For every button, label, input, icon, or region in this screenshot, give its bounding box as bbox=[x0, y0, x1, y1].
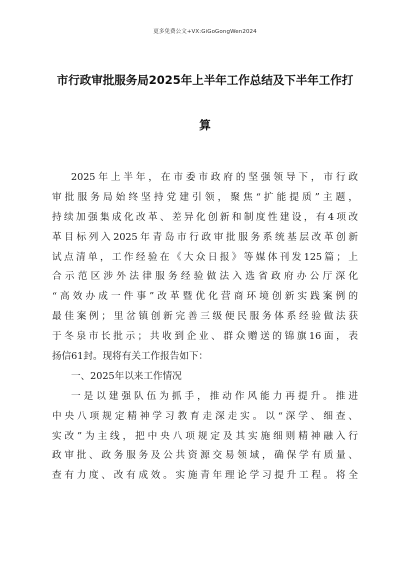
paragraph-line: 政审批、政务服务及公共资源交易领域，确保学有质量、 bbox=[52, 450, 358, 462]
header-note: 更多免费公文+VX:GiGoGongWen2024 bbox=[153, 29, 257, 35]
paragraph-line: 2025年上半年，在市委市政府的坚强领导下，市行政 bbox=[71, 172, 358, 183]
paragraph-line: 试点清单，工作经验在《大众日报》等媒体刊发125篇；上 bbox=[52, 251, 358, 263]
paragraph-line: 最佳案例；里岔镇创新完善三级便民服务体系经验做法获 bbox=[52, 311, 358, 323]
paragraph-line: 合示范区涉外法律服务经验做法入选省政府办公厅深化 bbox=[52, 271, 358, 283]
document-body bbox=[52, 168, 358, 486]
paragraph-line: 于冬泉市长批示；共收到企业、群众赠送的锦旗16面，表 bbox=[52, 331, 358, 343]
paragraph-line: 扬信61封。现将有关工作报告如下： bbox=[52, 351, 209, 363]
paragraph-line: 审批服务局始终坚持党建引领，聚焦“扩能提质”主题， bbox=[52, 191, 358, 203]
paragraph-line: 一是以建强队伍为抓手，推动作风能力再提升。推进 bbox=[71, 390, 358, 402]
document-title-line-1: 市行政审批服务局2025年上半年工作总结及下半年工作打 bbox=[56, 73, 354, 87]
paragraph-line: 中央八项规定精神学习教育走深走实。以“深学、细查、 bbox=[52, 410, 358, 422]
paragraph-line: “高效办成一件事”改革暨优化营商环境创新实践案例的 bbox=[52, 291, 358, 303]
paragraph-line: 革目标列入2025年青岛市行政审批服务系统基层改革创新 bbox=[52, 231, 358, 243]
document-title-line-2: 算 bbox=[199, 118, 211, 132]
section-heading: 一、2025年以来工作情况 bbox=[71, 370, 182, 382]
paragraph-line: 实改”为主线，把中央八项规定及其实施细则精神融入行 bbox=[52, 430, 358, 442]
paragraph-line: 持续加强集成化改革、差异化创新和制度性建设，有4项改 bbox=[52, 211, 358, 223]
paragraph-line: 查有力度、改有成效。实施青年理论学习提升工程。将全 bbox=[52, 470, 358, 482]
